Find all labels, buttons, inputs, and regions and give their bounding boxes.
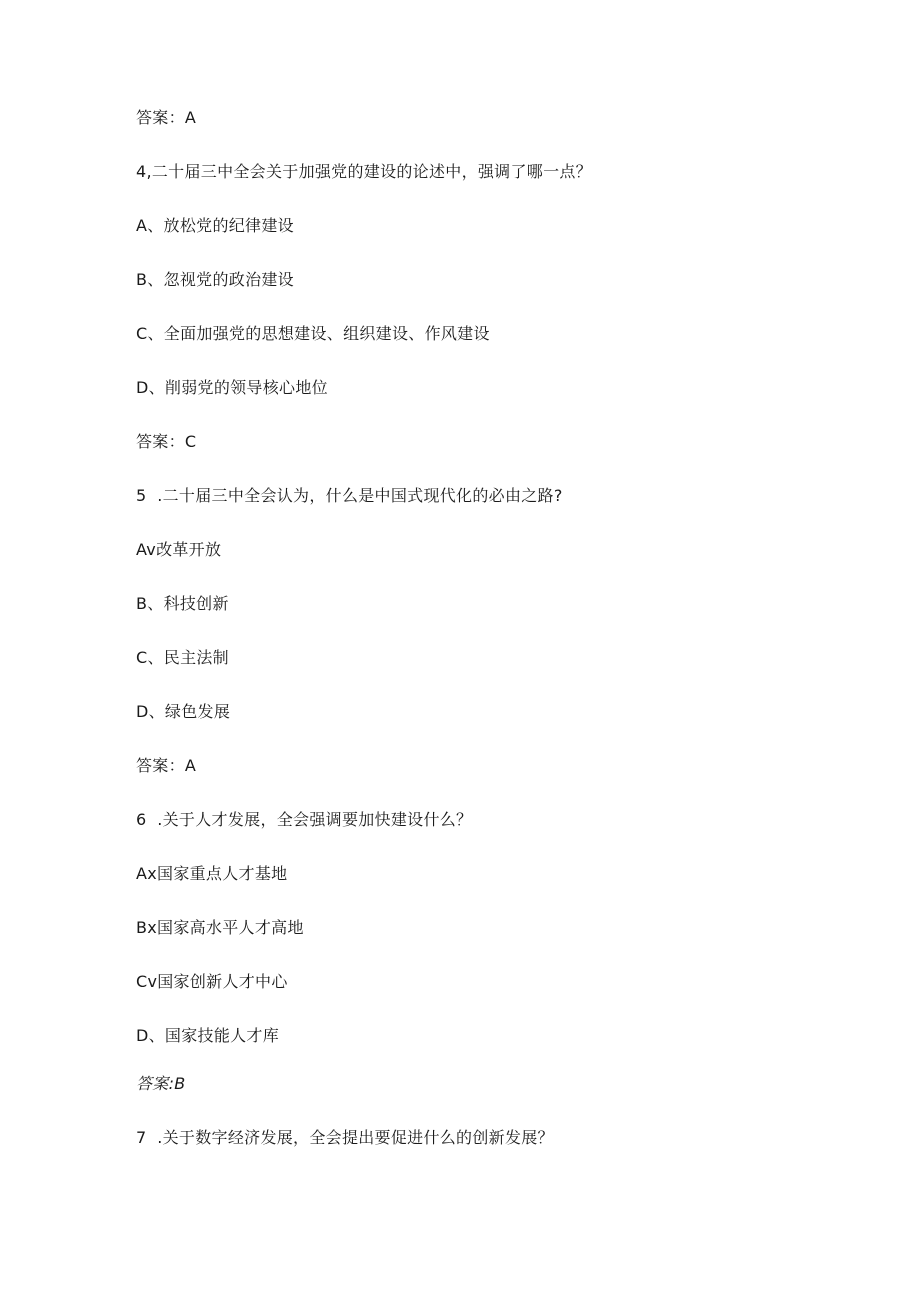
q5-option-c: C、民主法制 xyxy=(136,648,229,667)
question-6: 6 .关于人才发展，全会强调要加快建设什么？ xyxy=(136,810,473,829)
q6-option-c: Cv国家创新人才中心 xyxy=(136,972,288,991)
q4-option-d: D、削弱党的领导核心地位 xyxy=(136,378,328,397)
q4-option-b: B、忽视党的政治建设 xyxy=(136,270,294,289)
question-7: 7 .关于数字经济发展，全会提出要促进什么的创新发展？ xyxy=(136,1128,554,1147)
q4-option-c: C、全面加强党的思想建设、组织建设、作风建设 xyxy=(136,324,490,343)
answer-q4: 答案：C xyxy=(136,432,197,451)
q6-option-d: D、国家技能人才库 xyxy=(136,1026,280,1045)
q6-option-a: Ax国家重点人才基地 xyxy=(136,864,288,883)
answer-q6: 答案:B xyxy=(136,1074,186,1093)
q5-option-b: B、科技创新 xyxy=(136,594,229,613)
answer-q5: 答案：A xyxy=(136,756,197,775)
q6-option-b: Bx国家高水平人才高地 xyxy=(136,918,304,937)
q5-option-d: D、绿色发展 xyxy=(136,702,231,721)
answer-q3: 答案：A xyxy=(136,108,197,127)
q5-option-a: Av改革开放 xyxy=(136,540,222,559)
q4-option-a: A、放松党的纪律建设 xyxy=(136,216,294,235)
question-5: 5 .二十届三中全会认为，什么是中国式现代化的必由之路? xyxy=(136,486,563,505)
question-4: 4,二十届三中全会关于加强党的建设的论述中，强调了哪一点？ xyxy=(136,162,592,181)
